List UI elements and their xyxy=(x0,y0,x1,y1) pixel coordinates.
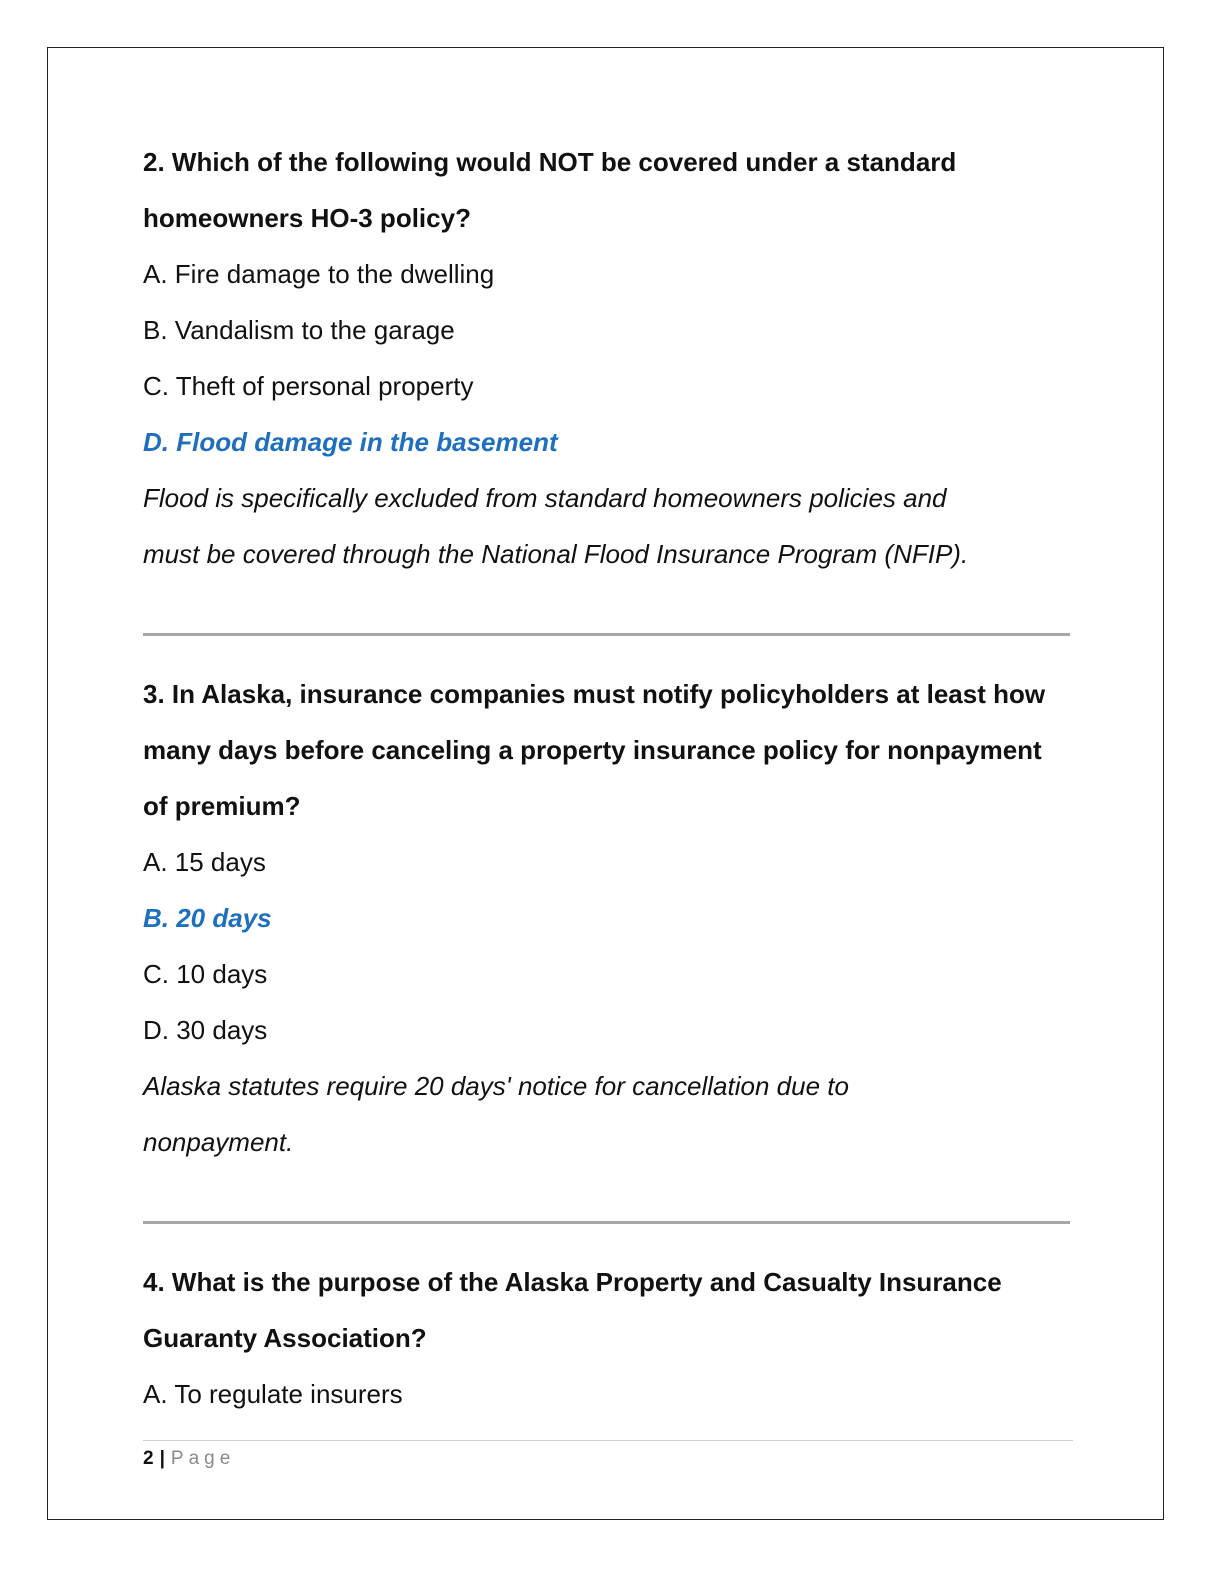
question-text-line: Guaranty Association? xyxy=(143,1323,427,1353)
question-separator xyxy=(143,633,1070,636)
question-block-2 xyxy=(143,134,1073,582)
question-text-line: 4. What is the purpose of the Alaska Property and Casualty Insurance xyxy=(143,1267,1002,1297)
question-block-4 xyxy=(143,1254,1073,1422)
question-separator xyxy=(143,1221,1070,1224)
page-number: 2 xyxy=(143,1448,154,1469)
question-block-3 xyxy=(143,666,1073,1170)
page-footer xyxy=(143,1444,235,1474)
question-text-line: 2. Which of the following would NOT be covered under a standard xyxy=(143,147,957,177)
answer-option: A. Fire damage to the dwelling xyxy=(143,259,495,289)
question-text-line: homeowners HO-3 policy? xyxy=(143,203,471,233)
question-text-line: 3. In Alaska, insurance companies must notify policyholders at least how xyxy=(143,679,1046,709)
answer-option: C. Theft of personal property xyxy=(143,371,474,401)
answer-option: D. 30 days xyxy=(143,1015,268,1045)
explanation-line: Flood is specifically excluded from standard homeowners policies and xyxy=(143,483,947,513)
explanation-line: must be covered through the National Flood Insurance Program (NFIP). xyxy=(143,539,969,569)
explanation-line: Alaska statutes require 20 days' notice for cancellation due to xyxy=(143,1071,849,1101)
page-label: Page xyxy=(170,1448,236,1469)
document-body xyxy=(143,134,1073,1422)
footer-rule xyxy=(143,1440,1073,1441)
footer-separator: | xyxy=(159,1448,165,1469)
question-text-line: many days before canceling a property insurance policy for nonpayment xyxy=(143,735,1042,765)
correct-answer-option: D. Flood damage in the basement xyxy=(143,427,558,457)
question-text-line: of premium? xyxy=(143,791,301,821)
answer-option: A. 15 days xyxy=(143,847,266,877)
answer-option: C. 10 days xyxy=(143,959,268,989)
explanation-line: nonpayment. xyxy=(143,1127,294,1157)
answer-option: A. To regulate insurers xyxy=(143,1379,403,1409)
answer-option: B. Vandalism to the garage xyxy=(143,315,455,345)
correct-answer-option: B. 20 days xyxy=(143,903,272,933)
